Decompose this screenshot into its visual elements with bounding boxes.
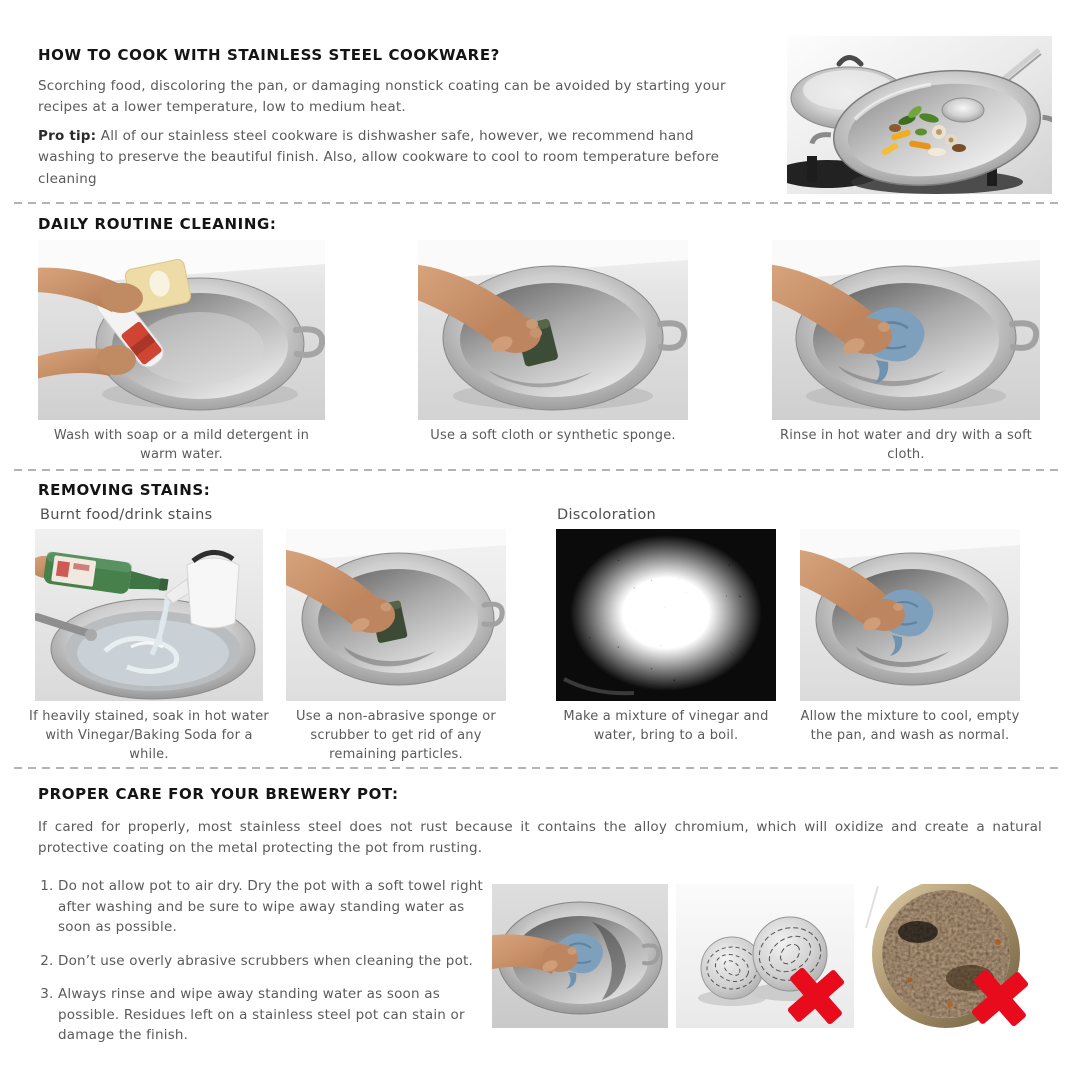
care-list-item: 3. Always rinse and wipe away standing water as soon as possible. Residues left on a stainless steel pot can stain or damage the finish.: [58, 984, 496, 1046]
care-intro-text: If cared for properly, most stainless steel does not rust because it contains the alloy chromium, which will oxidize and create a natural protective coating on the metal protecting the pot from rusting.: [38, 819, 1042, 857]
care-list-item: 2. Don’t use overly abrasive scrubbers when cleaning the pot.: [58, 951, 496, 972]
steel-wool-prohibited-image: [676, 884, 854, 1028]
pro-tip-body: All of our stainless steel cookware is dishwasher safe, however, we recommend hand washing to preserve the beautiful finish. Also, allow cookware to cool to room temperature before cleaning: [38, 128, 720, 187]
caption-non-abrasive: Use a non-abrasive sponge or scrubber to get rid of any remaining particles.: [296, 709, 496, 762]
care-list-item: 1. Do not allow pot to air dry. Dry the pot with a soft towel right after washing and be sure to wipe away standing water as soon as possible.: [58, 876, 496, 938]
care-instructions-list: [38, 876, 496, 1059]
caption-soak-vinegar: If heavily stained, soak in hot water with Vinegar/Baking Soda for a while.: [29, 709, 269, 762]
dry-towel-image: [492, 884, 668, 1028]
caption-rinse-dry: Rinse in hot water and dry with a soft cloth.: [780, 428, 1032, 462]
section-title-daily-cleaning: DAILY ROUTINE CLEANING:: [38, 215, 277, 233]
soak-vinegar-image: [35, 529, 263, 701]
section-title-how-to-cook: HOW TO COOK WITH STAINLESS STEEL COOKWARE?: [38, 46, 500, 64]
caption-boiling: Make a mixture of vinegar and water, bring to a boil.: [563, 709, 769, 743]
wipe-cool-image: [800, 529, 1020, 701]
pro-tip-label: Pro tip:: [38, 128, 97, 144]
boiling-mixture-image: [556, 529, 776, 701]
section-divider: [14, 469, 1064, 471]
pro-tip-text: [38, 126, 738, 190]
non-abrasive-sponge-image: [286, 529, 506, 701]
wok-stirfry-image: [787, 36, 1052, 194]
cook-intro-text: Scorching food, discoloring the pan, or damaging nonstick coating can be avoided by starting your recipes at a lower temperature, low to medium heat.: [38, 78, 726, 116]
caption-wash-soap: Wash with soap or a mild detergent in warm water.: [53, 428, 310, 462]
section-divider: [14, 202, 1064, 204]
subheading-discoloration: Discoloration: [557, 507, 657, 523]
burnt-pot-prohibited-image: [858, 884, 1036, 1028]
section-title-proper-care: PROPER CARE FOR YOUR BREWERY POT:: [38, 785, 399, 803]
wash-soap-image: [38, 240, 325, 420]
caption-wipe-cool: Allow the mixture to cool, empty the pan, and wash as normal.: [800, 709, 1020, 743]
section-divider: [14, 767, 1064, 769]
section-title-removing-stains: REMOVING STAINS:: [38, 481, 211, 499]
subheading-burnt-stains: Burnt food/drink stains: [40, 507, 213, 523]
soft-sponge-image: [418, 240, 688, 420]
rinse-dry-image: [772, 240, 1040, 420]
caption-soft-sponge: Use a soft cloth or synthetic sponge.: [430, 428, 676, 443]
